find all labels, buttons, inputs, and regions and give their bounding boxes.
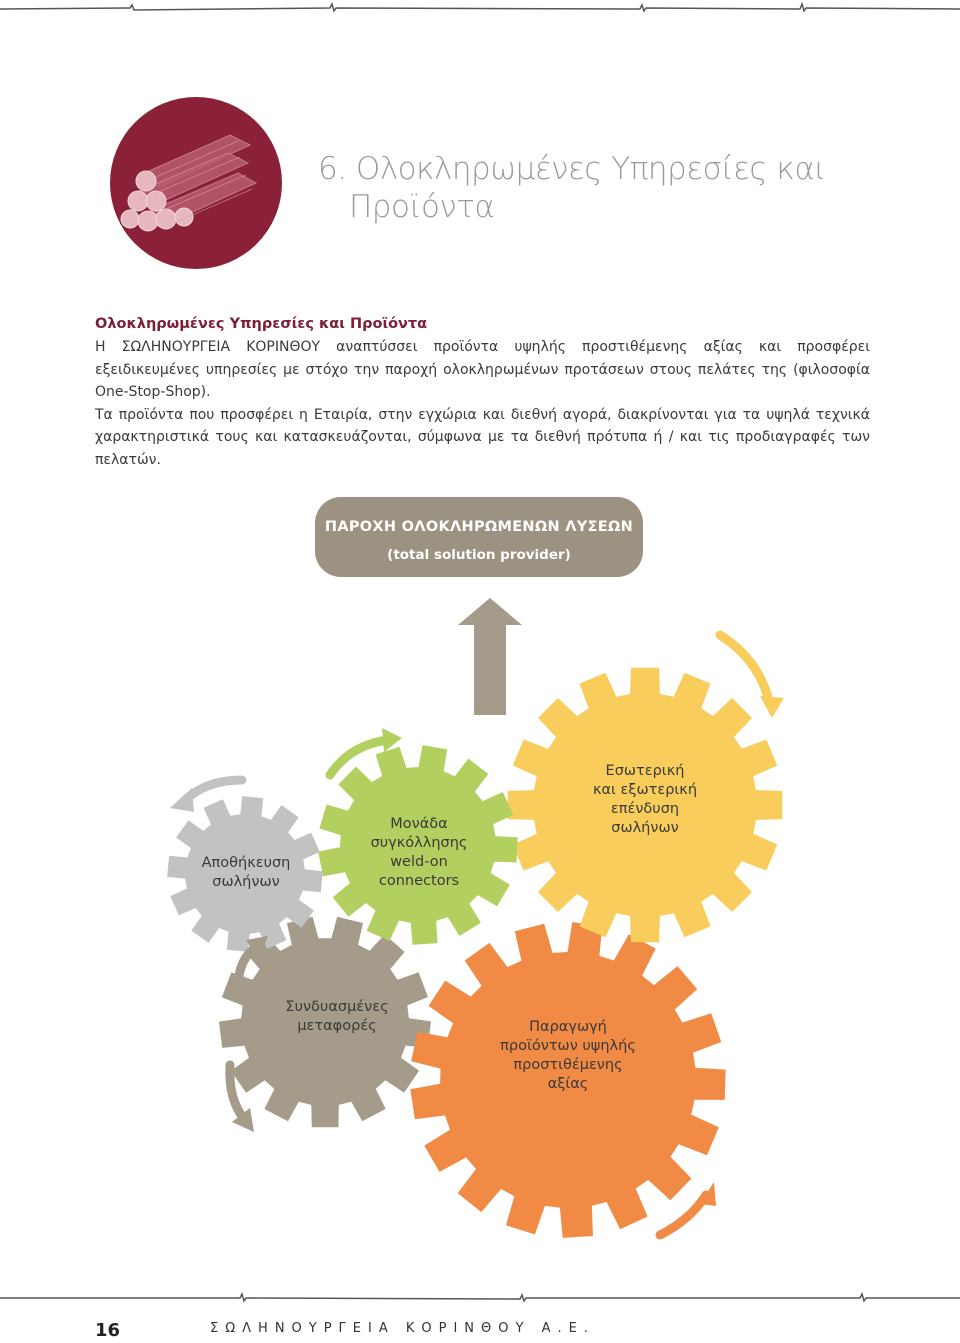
solutions-diagram bbox=[0, 490, 960, 1280]
total-solution-box bbox=[315, 497, 643, 577]
chapter-title-line1: 6. Ολοκληρωμένες Υπηρεσίες και bbox=[318, 151, 826, 187]
production-curved-arrow-icon bbox=[660, 1195, 706, 1235]
total-solution-title: ΠΑΡΟΧΗ ΟΛΟΚΛΗΡΩΜΕΝΩΝ ΛΥΣΕΩΝ bbox=[324, 519, 634, 535]
up-arrow-icon bbox=[458, 598, 522, 715]
top-decorative-rule bbox=[0, 2, 960, 14]
gear-label-transport: Συνδυασμένες μεταφορές bbox=[285, 999, 389, 1034]
intro-paragraph-2: Τα προϊόντα που προσφέρει η Εταιρία, στην εγχώρια και διεθνή αγορά, διακρίνονται για τα υψηλά τεχνικά χαρακτηριστικά τους και κατασκευάζονται, σύμφωνα με τα διεθνή πρότυπα ή / και τις προδιαγραφές των πελατών. bbox=[95, 406, 870, 468]
footer-company-name: ΣΩΛΗΝΟΥΡΓΕΙΑ ΚΟΡΙΝΘΟΥ Α.Ε. bbox=[210, 1321, 595, 1336]
coating-curved-arrow-icon bbox=[720, 635, 770, 705]
total-solution-subtitle: (total solution provider) bbox=[387, 547, 571, 563]
gear-label-production: Παραγωγή προϊόντων υψηλής προστιθέμενης αξίας bbox=[500, 1019, 636, 1092]
chapter-title bbox=[318, 150, 838, 226]
intro-paragraph-1: Η ΣΩΛΗΝΟΥΡΓΕΙΑ ΚΟΡΙΝΘΟΥ αναπτύσσει προϊόντα υψηλής προστιθέμενης αξίας και προσφέρει εξειδικευμένες υπηρεσίες με στόχο την παροχή ολοκληρωμένων προτάσεων στους πελάτες της (φιλοσοφία One-Stop-Shop). bbox=[95, 339, 870, 400]
page-number: 16 bbox=[95, 1320, 121, 1341]
intro-section bbox=[95, 316, 870, 471]
gear-label-storage: Αποθήκευση σωλήνων bbox=[201, 855, 291, 890]
coating-curved-arrow-icon-head bbox=[760, 696, 784, 718]
section-heading: Ολοκληρωμένες Υπηρεσίες και Προϊόντα bbox=[95, 316, 428, 332]
bottom-decorative-rule bbox=[0, 1292, 960, 1304]
storage-curved-arrow-icon-head bbox=[170, 788, 194, 812]
gear-label-coating: Εσωτερική και εξωτερική επένδυση σωλήνων bbox=[592, 763, 698, 836]
chapter-title-line2: Προϊόντα bbox=[349, 189, 495, 225]
logo-pipes-image bbox=[110, 97, 282, 269]
gear-label-welding: Μονάδα συγκόλλησης weld-on connectors bbox=[370, 816, 468, 889]
